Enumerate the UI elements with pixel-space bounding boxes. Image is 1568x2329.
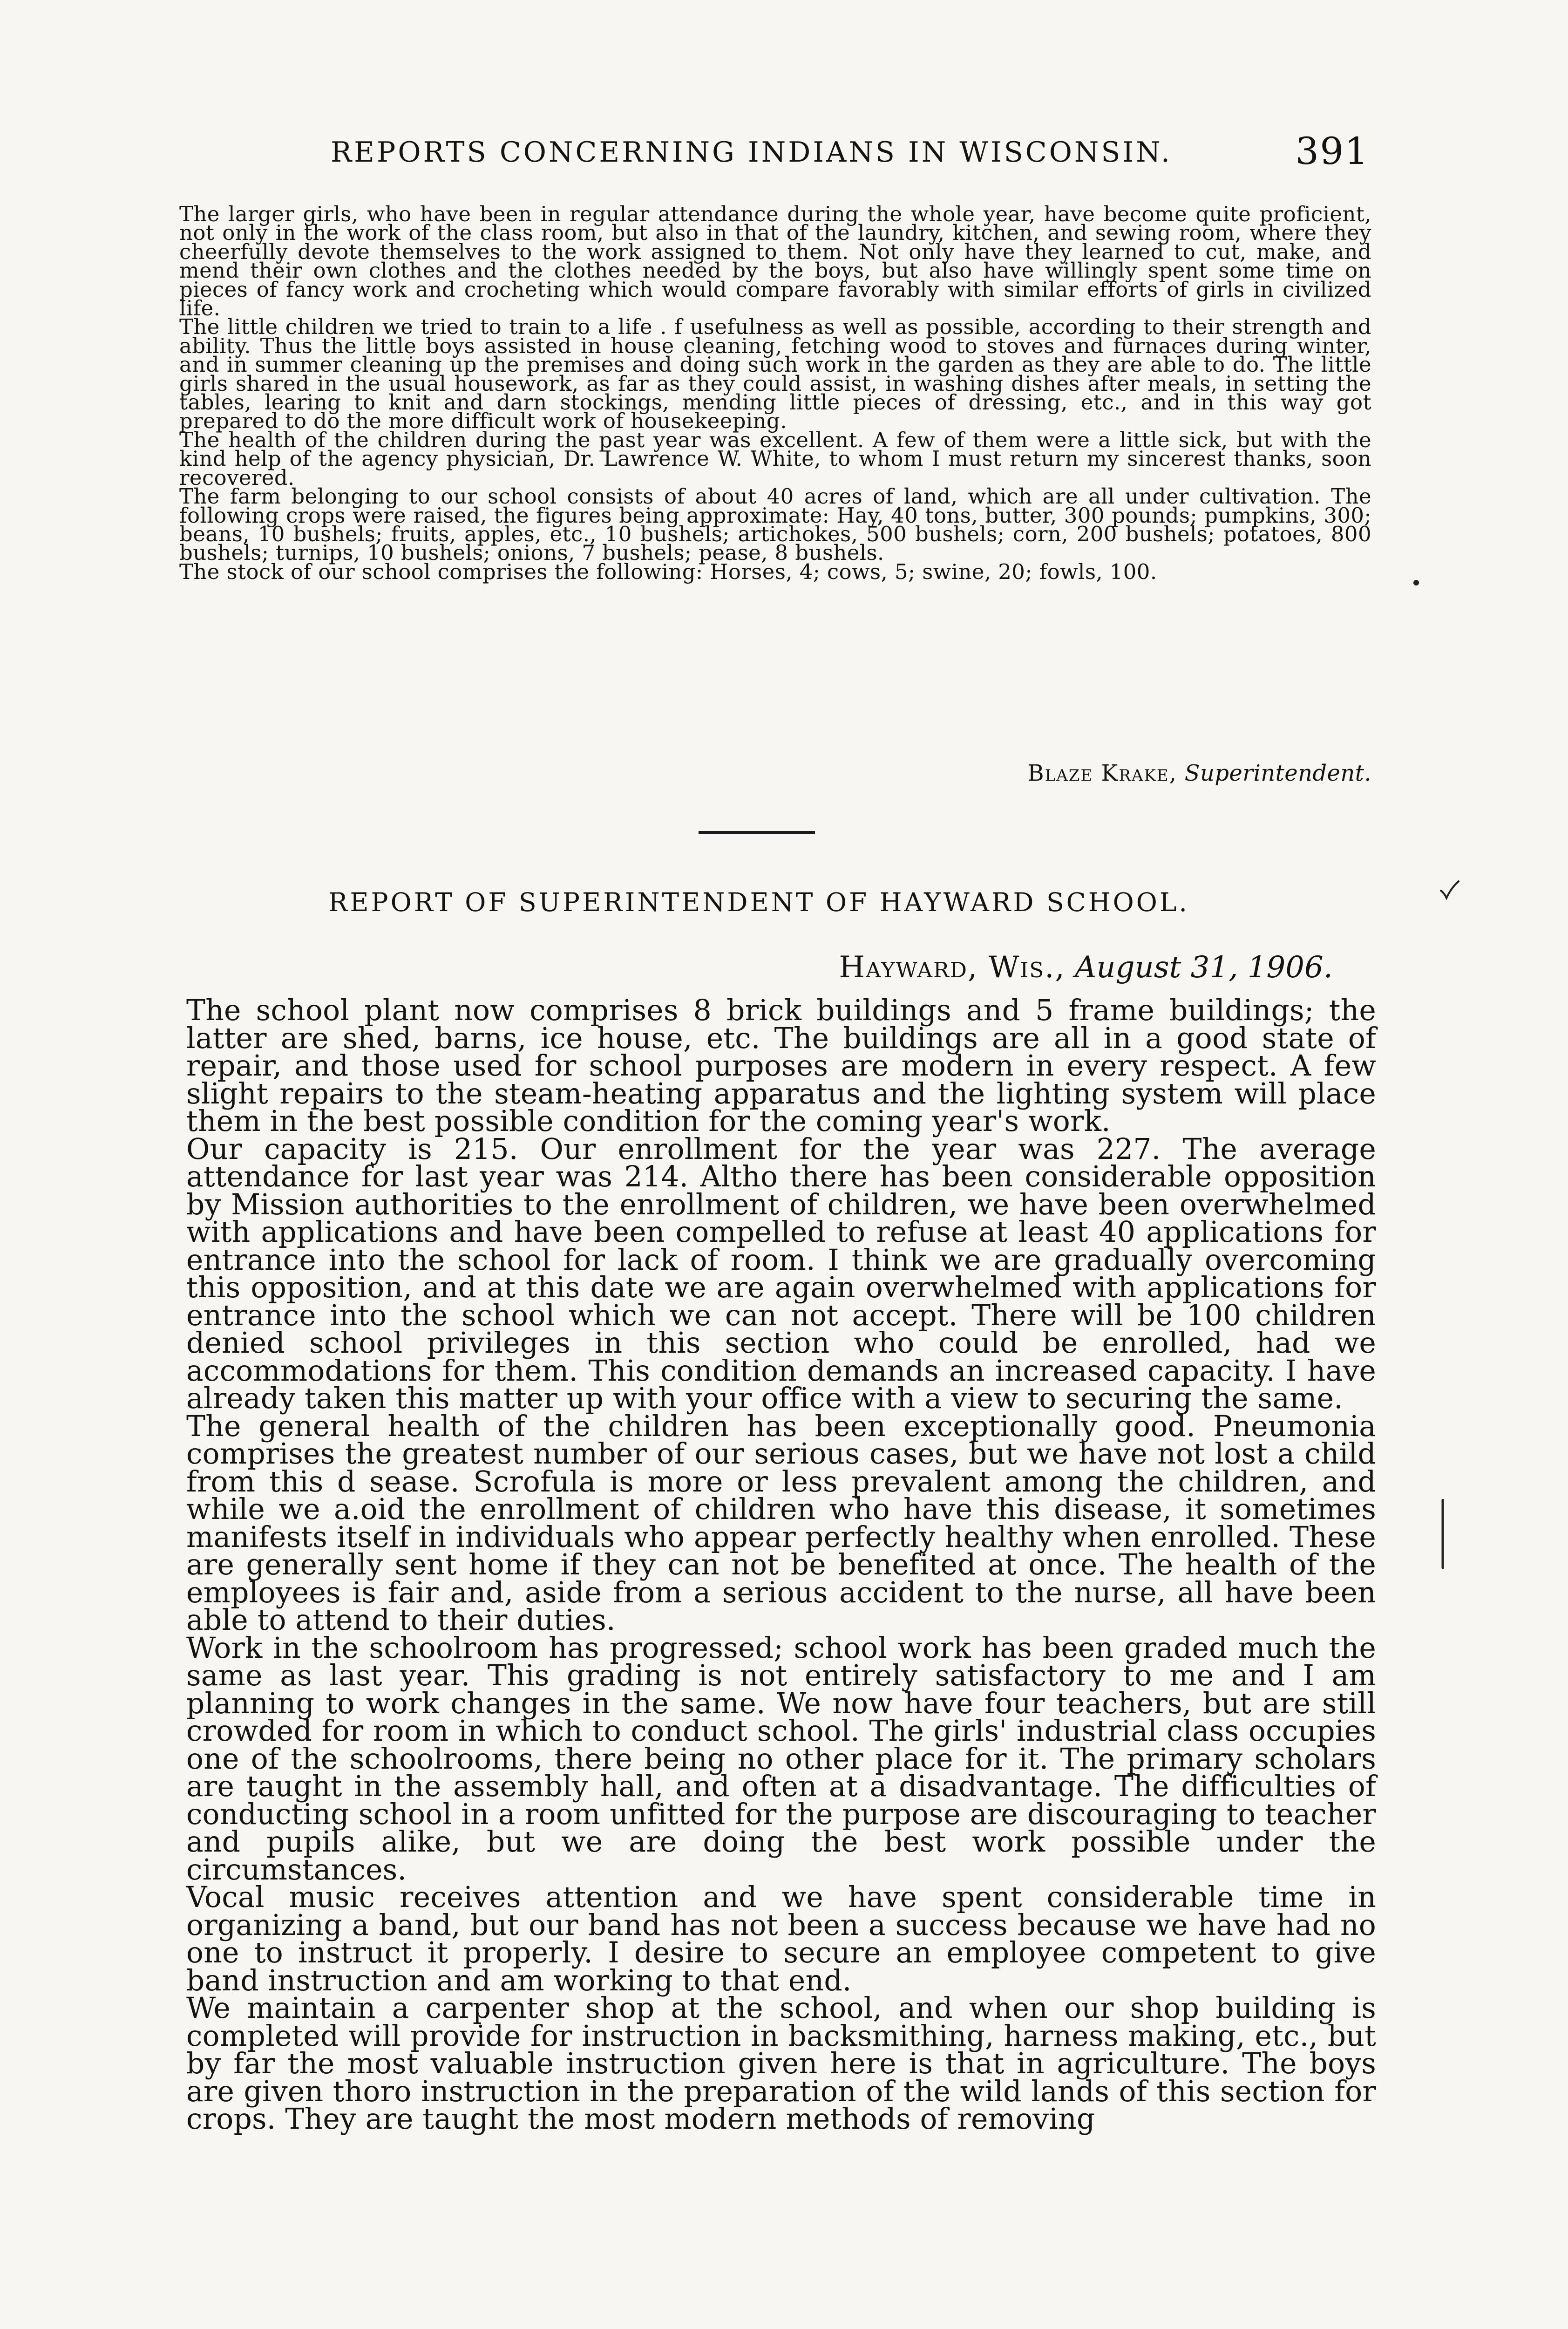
section-separator-rule — [699, 831, 815, 834]
paragraph-health: The health of the children during the past year was excellent. A few of them were a little sick, but with the kind help of the agency physician, Dr. Lawrence W. White, to whom I must return my sincerest thanks, soon recovered. — [179, 427, 1371, 490]
paragraph-stock: The stock of our school comprises the following: Horses, 4; cows, 5; swine, 20; fowls, 100. — [179, 559, 1157, 584]
paragraph-little-children: The little children we tried to train to a life . f usefulness as well as possible, according to their strength and ability. Thus the little boys assisted in house cleaning, fetching wood to stoves and furnaces during winter, and in summer cleaning up the premises and doing such work in the garden as they are able to do. The little girls shared in the usual housework, as far as they could assist, in washing dishes after meals, in setting the tables, learing to knit and darn stockings, mending little pieces of dressing, etc., and in this way got prepared to do the more difficult work of housekeeping. — [179, 314, 1371, 434]
paragraph-farm: The farm belonging to our school consists of about 40 acres of land, which are all under cultivation. The following crops were raised, the figures being approximate: Hay, 40 tons, butter, 300 pounds; pumpkins, 300; beans, 10 bushels; fruits, apples, etc., 10 bushels; artichokes, 500 bushels; corn, 200 bushels; potatoes, 800 bushels; turnips, 10 bushels; onions, 7 bushels; pease, 8 bushels. — [179, 484, 1371, 565]
dateline-date: August 31, 1906. — [1075, 950, 1333, 985]
section-title: REPORT OF SUPERINTENDENT OF HAYWARD SCHOOL. — [328, 887, 1189, 917]
signature-name: Blaze Krake, — [1027, 760, 1177, 786]
dateline — [839, 950, 1333, 985]
page-number: 391 — [1295, 129, 1369, 173]
paragraph-larger-girls: The larger girls, who have been in regular attendance during the whole year, have become quite proficient, not only in the work of the class room, but also in that of the laundry, kitchen, and sewing room, where they cheerfully devote themselves to the work assigned to them. Not only have they learned to cut, make, and mend their own clothes and the clothes needed by the boys, but also have willingly spent some time on pieces of fancy work and crocheting which would compare favorably with similar efforts of girls in civilized life. — [179, 202, 1371, 321]
paragraph-capacity: Our capacity is 215. Our enrollment for the year was 227. The average attendance for last year was 214. Altho there has been considerable opposition by Mission authorities to the enrollment of children, we have been overwhelmed with applications and have been compelled to refuse at least 40 applications for entrance into the school for lack of room. I think we are gradually overcoming this opposition, and at this date we are again overwhelmed with applications for entrance into the school which we can not accept. There will be 100 children denied school privileges in this section who could be enrolled, had we accommodations for them. This condition demands an increased capacity. I have already taken this matter up with your office with a view to securing the same. — [186, 1132, 1376, 1415]
hayward-report-body — [186, 994, 1376, 2136]
paragraph-general-health: The general health of the children has been exceptionally good. Pneumonia comprises the greatest number of our serious cases, but we have not lost a child from this d sease. Scrofula is more or less prevalent among the children, and while we a.oid the enrollment of children who have this disease, it sometimes manifests itself in individuals who appear perfectly healthy when enrolled. These are generally sent home if they can not be benefited at once. The health of the employees is fair and, aside from a serious accident to the nurse, all have been able to attend to their duties. — [186, 1409, 1376, 1637]
stray-mark-dot — [1413, 580, 1419, 586]
running-title: REPORTS CONCERNING INDIANS IN WISCONSIN. — [331, 136, 1172, 169]
signature-title: Superintendent. — [1184, 760, 1371, 786]
paragraph-vocal-music: Vocal music receives attention and we have spent considerable time in organizing a band, but our band has not been a success because we have had no one to instruct it properly. I desire to secure an employee competent to give band instruction and am working to that end. — [186, 1880, 1376, 1997]
paragraph-school-plant: The school plant now comprises 8 brick buildings and 5 frame buildings; the latter are shed, barns, ice house, etc. The buildings are all in a good state of repair, and those used for school purposes are modern in every respect. A few slight repairs to the steam-heating apparatus and the lighting system will place them in the best possible condition for the coming year's work. — [186, 994, 1376, 1138]
paragraph-schoolroom: Work in the schoolroom has progressed; school work has been graded much the same as last year. This grading is not entirely satisfactory to me and I am planning to work changes in the same. We now have four teachers, but are still crowded for room in which to conduct school. The girls' industrial class occupies one of the schoolrooms, there being no other place for it. The primary scholars are taught in the assembly hall, and often at a disadvantage. The difficulties of conducting school in a room unfitted for the purpose are discouraging to teacher and pupils alike, but we are doing the best work possible under the circumstances. — [186, 1631, 1376, 1886]
running-head — [326, 129, 1369, 185]
dateline-place: Hayward, Wis., — [839, 950, 1066, 985]
margin-line-mark — [1440, 1499, 1446, 1569]
paragraph-carpenter-shop: We maintain a carpenter shop at the school, and when our shop building is completed will provide for instruction in backsmithing, harness making, etc., but by far the most valuable instruction given here is that in agriculture. The boys are given thoro instruction in the preparation of the wild lands of this section for crops. They are taught the most modern methods of removing — [186, 1991, 1376, 2136]
previous-report-continuation — [179, 202, 1371, 584]
handwritten-checkmark-icon — [1439, 879, 1459, 900]
signature — [1027, 760, 1371, 786]
